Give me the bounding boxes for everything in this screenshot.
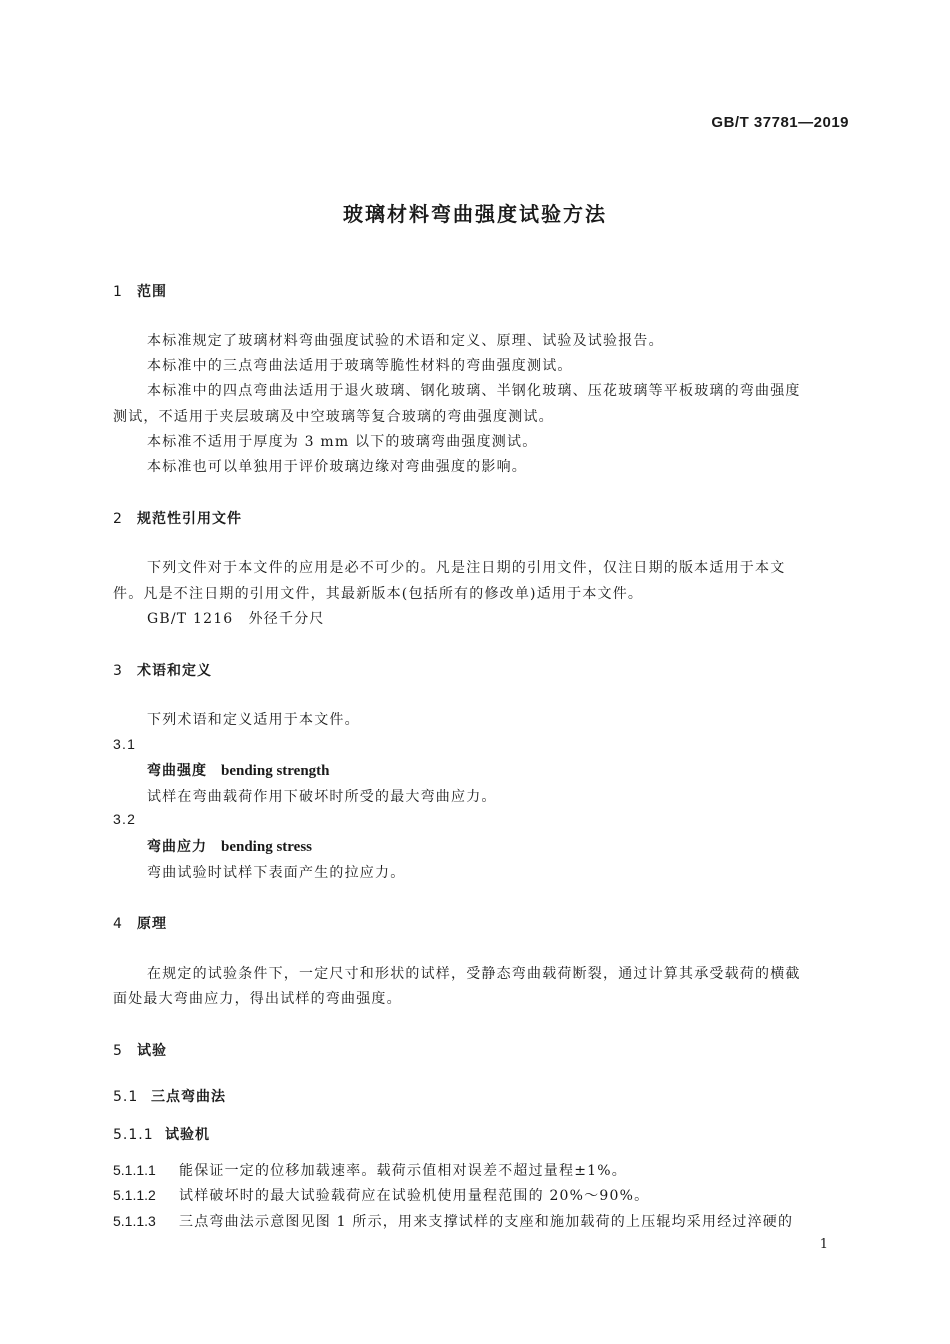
subsection-number: 5.1.1 xyxy=(113,1127,154,1143)
paragraph: 本标准不适用于厚度为 3 mm 以下的玻璃弯曲强度测试。 xyxy=(147,434,538,450)
paragraph: 件。凡是不注日期的引用文件，其最新版本(包括所有的修改单)适用于本文件。 xyxy=(113,586,644,602)
clause-text: 能保证一定的位移加载速率。载荷示值相对误差不超过量程±1%。 xyxy=(179,1163,627,1179)
section-3-heading xyxy=(113,660,212,680)
clause xyxy=(113,1160,627,1180)
term-number: 3.1 xyxy=(113,736,137,752)
paragraph: 下列术语和定义适用于本文件。 xyxy=(147,712,360,728)
term-english: bending strength xyxy=(221,763,330,779)
term-chinese: 弯曲强度 xyxy=(147,763,207,779)
section-title: 试验 xyxy=(137,1043,167,1059)
subsection-5-1-heading xyxy=(113,1086,226,1106)
term-english: bending stress xyxy=(221,839,312,855)
paragraph: 本标准也可以单独用于评价玻璃边缘对弯曲强度的影响。 xyxy=(147,459,527,475)
term-definition: 试样在弯曲载荷作用下破坏时所受的最大弯曲应力。 xyxy=(147,789,497,805)
section-number: 2 xyxy=(113,511,123,527)
paragraph: 本标准中的三点弯曲法适用于玻璃等脆性材料的弯曲强度测试。 xyxy=(147,358,573,374)
section-1-heading xyxy=(113,281,167,301)
clause-text: 三点弯曲法示意图见图 1 所示，用来支撑试样的支座和施加载荷的上压辊均采用经过淬硬的 xyxy=(179,1214,794,1230)
term-chinese: 弯曲应力 xyxy=(147,839,207,855)
paragraph: 测试，不适用于夹层玻璃及中空玻璃等复合玻璃的弯曲强度测试。 xyxy=(113,409,554,425)
normative-reference: GB/T 1216 外径千分尺 xyxy=(147,611,325,627)
clause-number: 5.1.1.1 xyxy=(113,1162,156,1178)
clause xyxy=(113,1185,649,1205)
section-4-heading xyxy=(113,913,167,933)
paragraph: 在规定的试验条件下，一定尺寸和形状的试样，受静态弯曲载荷断裂，通过计算其承受载荷的横截 xyxy=(147,966,801,982)
paragraph: 本标准规定了玻璃材料弯曲强度试验的术语和定义、原理、试验及试验报告。 xyxy=(147,333,664,349)
section-number: 4 xyxy=(113,916,123,932)
section-title: 范围 xyxy=(137,284,167,300)
clause-text: 试样破坏时的最大试验载荷应在试验机使用量程范围的 20%～90%。 xyxy=(179,1188,650,1204)
section-title: 原理 xyxy=(137,916,167,932)
page-number: 1 xyxy=(819,1237,828,1252)
term-definition: 弯曲试验时试样下表面产生的拉应力。 xyxy=(147,865,406,881)
section-number: 3 xyxy=(113,663,123,679)
clause-number: 5.1.1.2 xyxy=(113,1187,156,1203)
subsection-number: 5.1 xyxy=(113,1089,139,1105)
section-5-heading xyxy=(113,1040,167,1060)
section-2-heading xyxy=(113,508,242,528)
paragraph: 下列文件对于本文件的应用是必不可少的。凡是注日期的引用文件，仅注日期的版本适用于本文 xyxy=(147,560,786,576)
term-entry xyxy=(147,760,330,780)
section-number: 5 xyxy=(113,1043,123,1059)
document-title: 玻璃材料弯曲强度试验方法 xyxy=(343,202,607,226)
clause xyxy=(113,1211,793,1231)
clause-number: 5.1.1.3 xyxy=(113,1213,156,1229)
term-entry xyxy=(147,836,312,856)
paragraph: 面处最大弯曲应力，得出试样的弯曲强度。 xyxy=(113,991,402,1007)
section-title: 术语和定义 xyxy=(137,663,212,679)
subsection-title: 试验机 xyxy=(165,1127,210,1143)
paragraph: 本标准中的四点弯曲法适用于退火玻璃、钢化玻璃、半钢化玻璃、压花玻璃等平板玻璃的弯曲强度 xyxy=(147,383,801,399)
subsection-title: 三点弯曲法 xyxy=(151,1089,226,1105)
section-title: 规范性引用文件 xyxy=(137,511,242,527)
standard-number: GB/T 37781—2019 xyxy=(711,114,849,131)
subsection-5-1-1-heading xyxy=(113,1124,210,1144)
section-number: 1 xyxy=(113,284,123,300)
term-number: 3.2 xyxy=(113,811,137,827)
